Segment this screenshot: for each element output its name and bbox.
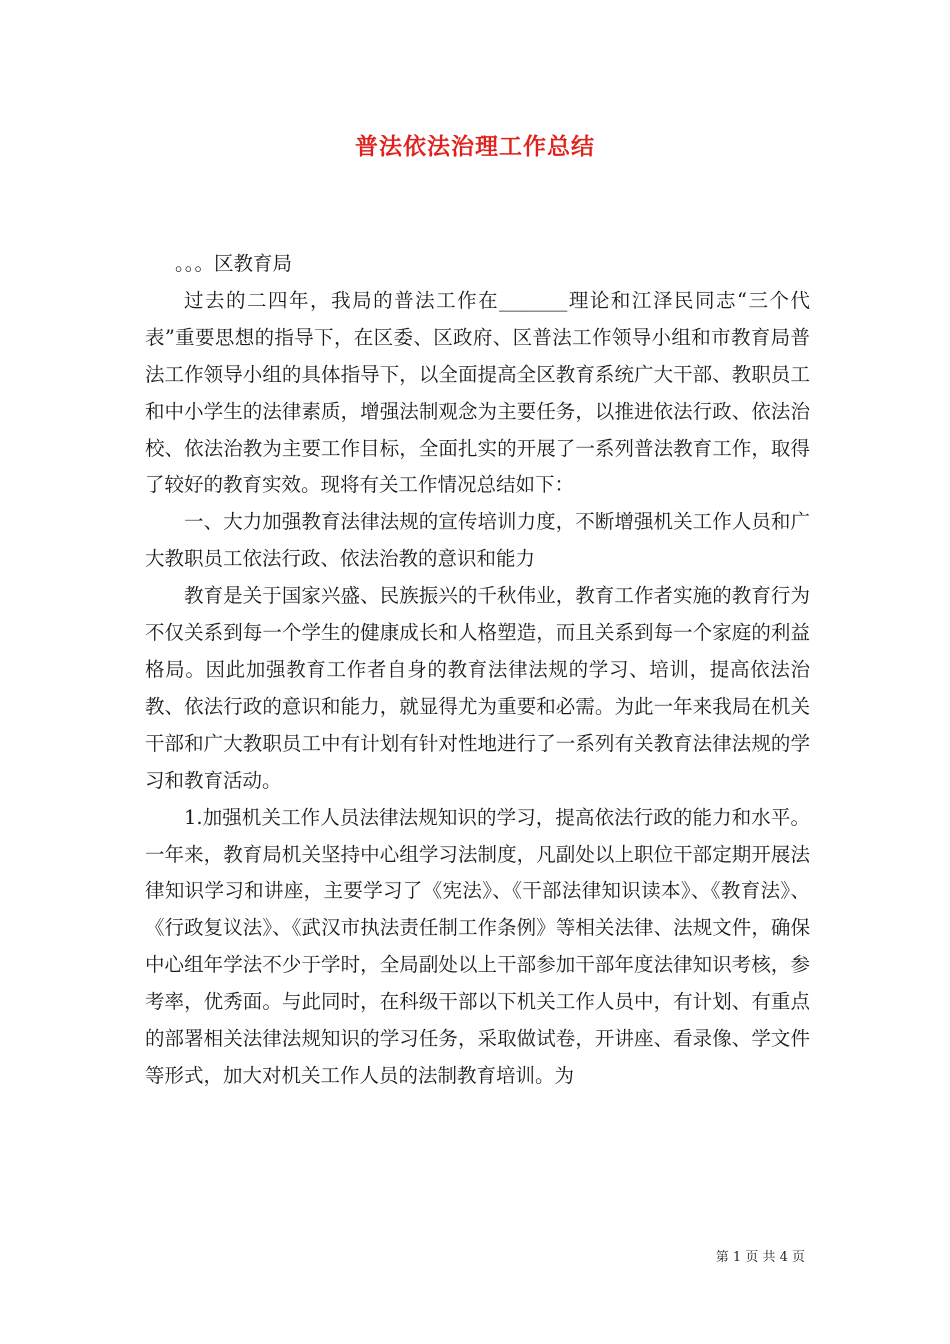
- section-heading-1: 一、大力加强教育法律法规的宣传培训力度，不断增强机关工作人员和广大教职员工依法行政、依法治教的意识和能力: [145, 510, 810, 571]
- paragraph-education: 教育是关于国家兴盛、民族振兴的千秋伟业，教育工作者实施的教育行为不仅关系到每一个学生的健康成长和人格塑造，而且关系到每一个家庭的利益格局。因此加强教育工作者自身的教育法律法规的学习、培训，提高依法治教、依法行政的意识和能力，就显得尤为重要和必需。为此一年来我局在机关干部和广大教职员工中有计划有针对性地进行了一系列有关教育法律法规的学习和教育活动。: [145, 584, 810, 792]
- page-number: 第 1 页 共 4 页: [715, 1250, 805, 1265]
- paragraph-item-1: 1.加强机关工作人员法律法规知识的学习，提高依法行政的能力和水平。一年来，教育局机关坚持中心组学习法制度，凡副处以上职位干部定期开展法律知识学习和讲座，主要学习了《宪法》、《干部法律知识读本》、《教育法》、《行政复议法》、《武汉市执法责任制工作条例》等相关法律、法规文件，确保中心组年学法不少于学时，全局副处以上干部参加干部年度法律知识考核，参考率，优秀面。与此同时，在科级干部以下机关工作人员中，有计划、有重点的部署相关法律法规知识的学习任务，采取做试卷，开讲座、看录像、学文件等形式，加大对机关工作人员的法制教育培训。为: [145, 805, 810, 1087]
- author-line: 。。。区教育局: [175, 252, 293, 275]
- document-title: 普法依法治理工作总结: [355, 133, 595, 160]
- paragraph-intro: 过去的二四年，我局的普法工作在_______理论和江泽民同志“三个代表”重要思想的指导下，在区委、区政府、区普法工作领导小组和市教育局普法工作领导小组的具体指导下，以全面提高全区教育系统广大干部、教职员工和中小学生的法律素质，增强法制观念为主要任务，以推进依法行政、依法治校、依法治教为主要工作目标，全面扎实的开展了一系列普法教育工作，取得了较好的教育实效。现将有关工作情况总结如下：: [145, 288, 810, 497]
- document-body: [145, 246, 810, 1095]
